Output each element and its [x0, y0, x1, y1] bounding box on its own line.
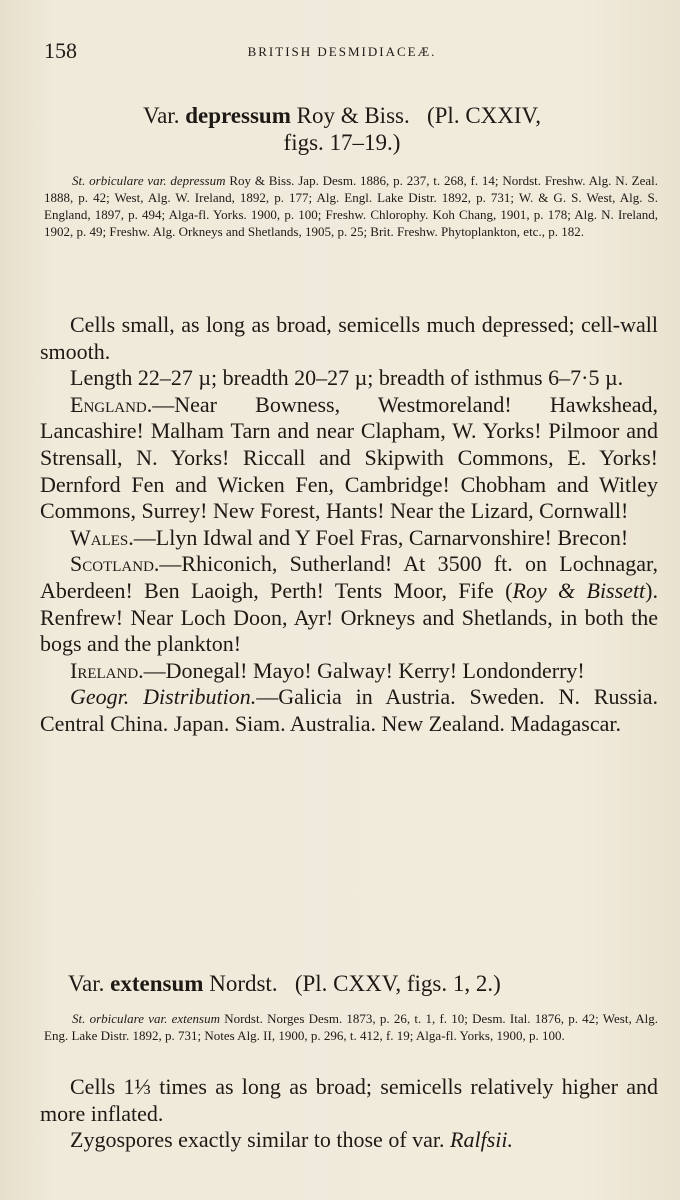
- locality-text: —Donegal! Mayo! Galway! Kerry! Londonderry!: [143, 657, 585, 683]
- variety-reference: Ralfsii.: [450, 1127, 513, 1153]
- variety-name: depressum: [185, 103, 291, 128]
- zygospore-note: [40, 1127, 658, 1154]
- synonym: St. orbiculare var. depressum: [72, 173, 226, 188]
- cell-description: Cells small, as long as broad, semicells much depressed; cell-wall smooth.: [40, 312, 658, 364]
- references-extensum: [44, 1010, 658, 1044]
- variety-author: Nordst.: [209, 971, 278, 996]
- region-label: England.: [70, 391, 153, 417]
- dimensions: Length 22–27 µ; breadth 20–27 µ; breadth of isthmus 6–7·5 µ.: [70, 365, 624, 391]
- figure-reference: figs. 17–19.): [283, 130, 401, 155]
- heading-prefix: Var.: [68, 971, 105, 996]
- description-depressum: [40, 312, 658, 738]
- locality-scotland: [40, 551, 658, 657]
- variety-name: extensum: [110, 971, 204, 996]
- variety-heading-extensum: [44, 970, 640, 997]
- region-label: Wales.: [70, 524, 134, 550]
- locality-text: —Near Bowness, Westmoreland! Hawkshead, Lancashire! Malham Tarn and near Clapham, W. Yorks! Pilmoor and Strensall, N. Yorks! Riccall and Skipwith Commons, E. Yorks! Dernford Fen and Wicken Fen, Cambridge! Chobham and Witley Commons, Surrey! New Forest, Hants! Near the Lizard, Cornwall!: [40, 391, 658, 524]
- plate-reference: (Pl. CXXV, figs. 1, 2.): [294, 971, 501, 996]
- locality-text: —Llyn Idwal and Y Foel Fras, Carnarvonshire! Brecon!: [133, 524, 629, 550]
- citation-list: Roy & Biss. Jap. Desm. 1886, p. 237, t. 268, f. 14; Nordst. Freshw. Alg. N. Zeal. 1888, p. 42; West, Alg. W. Ireland, 1892, p. 177; Alg. Engl. Lake Distr. 1892, p. 731; W. & G. S. West, Alg. S. England, 1897, p. 494; Alga-fl. Yorks. 1900, p. 100; Freshw. Chlorophy. Koh Chang, 1901, p. 178; Alg. N. Ireland, 1902, p. 49; Freshw. Alg. Orkneys and Shetlands, 1905, p. 25; Brit. Freshw. Phytoplankton, etc., p. 182.: [44, 173, 658, 239]
- locality-text: ). Renfrew! Near Loch Doon, Ayr! Orkneys and Shetlands, in both the bogs and the plankton!: [40, 577, 658, 657]
- citation-list: Nordst. Norges Desm. 1873, p. 26, t. 1, f. 10; Desm. Ital. 1876, p. 42; West, Alg. Eng. Lake Distr. 1892, p. 731; Notes Alg. II, 1900, p. 296, t. 412, f. 19; Alga-fl. Yorks, 1900, p. 100.: [44, 1011, 658, 1043]
- variety-author: Roy & Biss.: [296, 103, 410, 128]
- locality-ireland: [40, 658, 658, 685]
- plate-reference: (Pl. CXXIV,: [426, 103, 541, 128]
- locality-text: —Rhiconich, Sutherland! At 3500 ft. on Lochnagar, Aberdeen! Ben Laoigh, Perth! Tents Moor, Fife (: [40, 551, 658, 603]
- references-depressum: [44, 172, 658, 240]
- region-label: Scotland.: [70, 551, 160, 577]
- cell-description: Cells 1⅓ times as long as broad; semicells relatively higher and more inflated.: [40, 1074, 658, 1126]
- page-header: [44, 38, 640, 68]
- variety-heading-depressum: [44, 102, 640, 156]
- running-title: BRITISH DESMIDIACEÆ.: [247, 44, 437, 59]
- geographic-distribution: [40, 684, 658, 737]
- description-extensum: [40, 1074, 658, 1154]
- collector-names: Roy & Bissett: [512, 577, 646, 603]
- distribution-label: Geogr. Distribution.: [70, 684, 257, 710]
- heading-prefix: Var.: [143, 103, 180, 128]
- locality-england: [40, 392, 658, 525]
- zygospore-text: Zygospores exactly similar to those of var.: [70, 1127, 445, 1153]
- synonym: St. orbiculare var. extensum: [72, 1011, 220, 1026]
- distribution-text: —Galicia in Austria. Sweden. N. Russia. Central China. Japan. Siam. Australia. New Zealand. Madagascar.: [40, 684, 658, 736]
- locality-wales: [40, 525, 658, 552]
- region-label: Ireland.: [70, 657, 144, 683]
- page-number: 158: [44, 38, 77, 63]
